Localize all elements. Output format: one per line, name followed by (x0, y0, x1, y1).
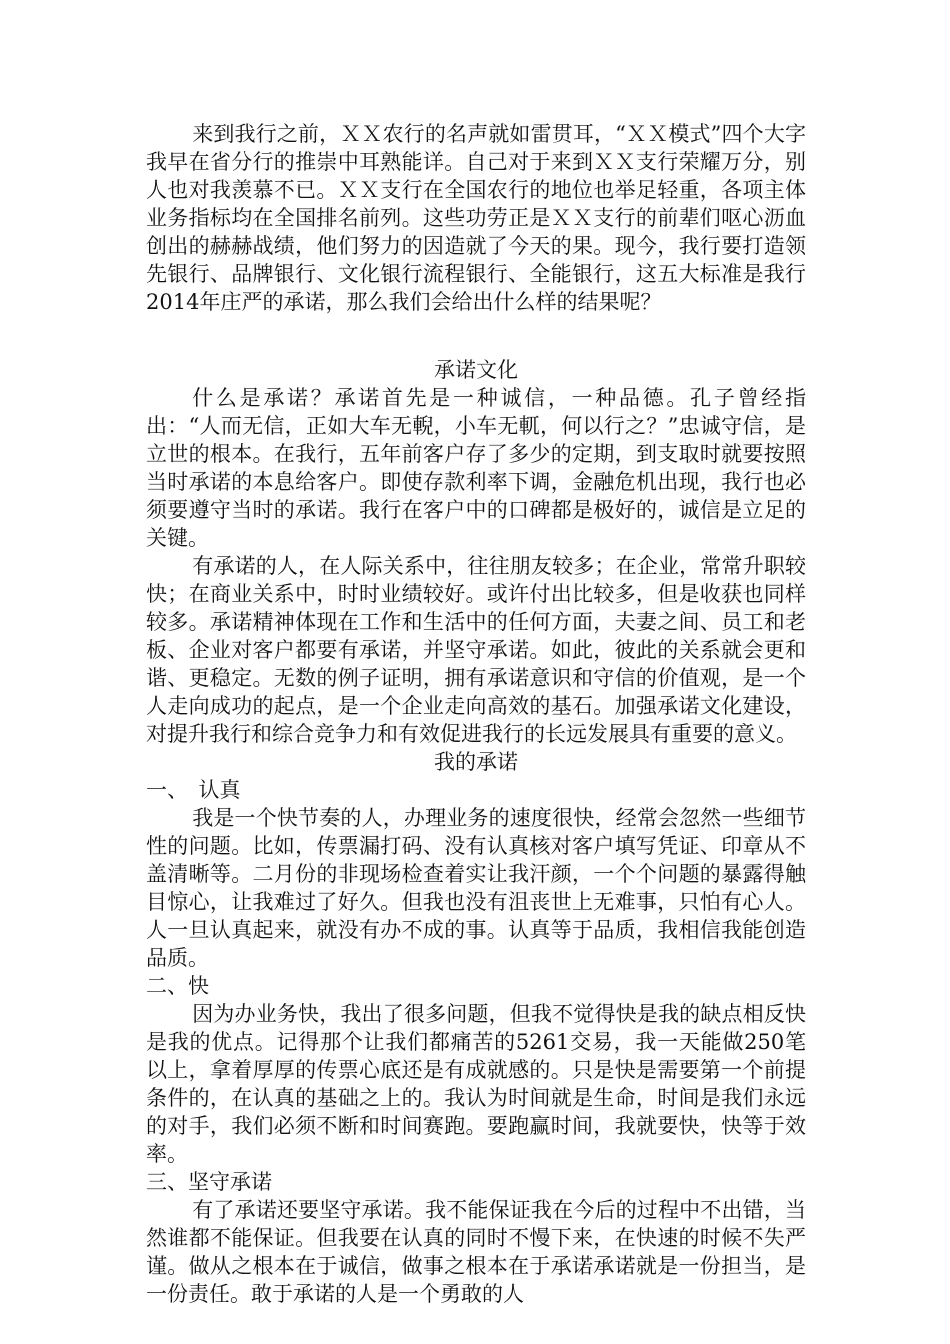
culture-paragraph-2: 有承诺的人，在人际关系中，往往朋友较多；在企业，常常升职较快；在商业关系中，时时业绩较好。或许付出比较多，但是收获也同样较多。承诺精神体现在工作和生活中的任何方面，夫妻之间、员工和老板、企业对客户都要有承诺，并坚守承诺。如此，彼此的关系就会更和谐、更稳定。无数的例子证明，拥有承诺意识和守信的价值观，是一个人走向成功的起点，是一个企业走向高效的基石。加强承诺文化建设，对提升我行和综合竞争力和有效促进我行的长远发展具有重要的意义。 (146, 554, 806, 746)
section-text-3: 有了承诺还要坚守承诺。我不能保证我在今后的过程中不出错，当然谁都不能保证。但我要在认真的同时不慢下来，在快速的时候不失严谨。做从之根本在于诚信，做事之根本在于承诺承诺就是一份担当，是一份责任。敢于承诺的人是一个勇敢的人 (146, 1198, 806, 1306)
intro-paragraph: 来到我行之前，ＸＸ农行的名声就如雷贯耳，“ＸＸ模式”四个大字我早在省分行的推崇中耳熟能详。自己对于来到ＸＸ支行荣耀万分，别人也对我羡慕不已。ＸＸ支行在全国农行的地位也举足轻重，各项主体业务指标均在全国排名前列。这些功劳正是ＸＸ支行的前辈们呕心沥血创出的赫赫战绩，他们努力的因造就了今天的果。现今，我行要打造领先银行、品牌银行、文化银行流程银行、全能银行，这五大标准是我行2014年庄严的承诺，那么我们会给出什么样的结果呢？ (146, 122, 806, 314)
section-title-2: 二、快 (146, 974, 209, 998)
section-text-1: 我是一个快节奏的人，办理业务的速度很快，经常会忽然一些细节性的问题。比如，传票漏打码、没有认真核对客户填写凭证、印章从不盖清晰等。二月份的非现场检查着实让我汗颜，一个个问题的暴露得触目惊心，让我难过了好久。但我也没有沮丧世上无难事，只怕有心人。人一旦认真起来，就没有办不成的事。认真等于品质，我相信我能创造品质。 (146, 806, 806, 970)
section-text-2: 因为办业务快，我出了很多问题，但我不觉得快是我的缺点相反快是我的优点。记得那个让我们都痛苦的5261交易，我一天能做250笔以上，拿着厚厚的传票心底还是有成就感的。只是快是需要第一个前提条件的，在认真的基础之上的。我认为时间就是生命，时间是我们永远的对手，我们必须不断和时间赛跑。要跑赢时间，我就要快，快等于效率。 (146, 1002, 806, 1166)
section-title-3: 三、坚守承诺 (146, 1170, 272, 1194)
document-page (146, 120, 806, 1308)
section-gap (146, 316, 806, 356)
culture-paragraph-1: 什么是承诺？承诺首先是一种诚信，一种品德。孔子曾经指出：“人而无信，正如大车无輗，小车无軏，何以行之？”忠诚守信，是立世的根本。在我行，五年前客户存了多少的定期，到支取时就要按照当时承诺的本息给客户。即使存款利率下调，金融危机出现，我行也必须要遵守当时的承诺。我行在客户中的口碑都是极好的，诚信是立足的关键。 (146, 386, 806, 550)
culture-heading: 承诺文化 (434, 358, 518, 382)
section-title-1: 一、 认真 (146, 778, 241, 802)
promise-heading: 我的承诺 (434, 750, 518, 774)
